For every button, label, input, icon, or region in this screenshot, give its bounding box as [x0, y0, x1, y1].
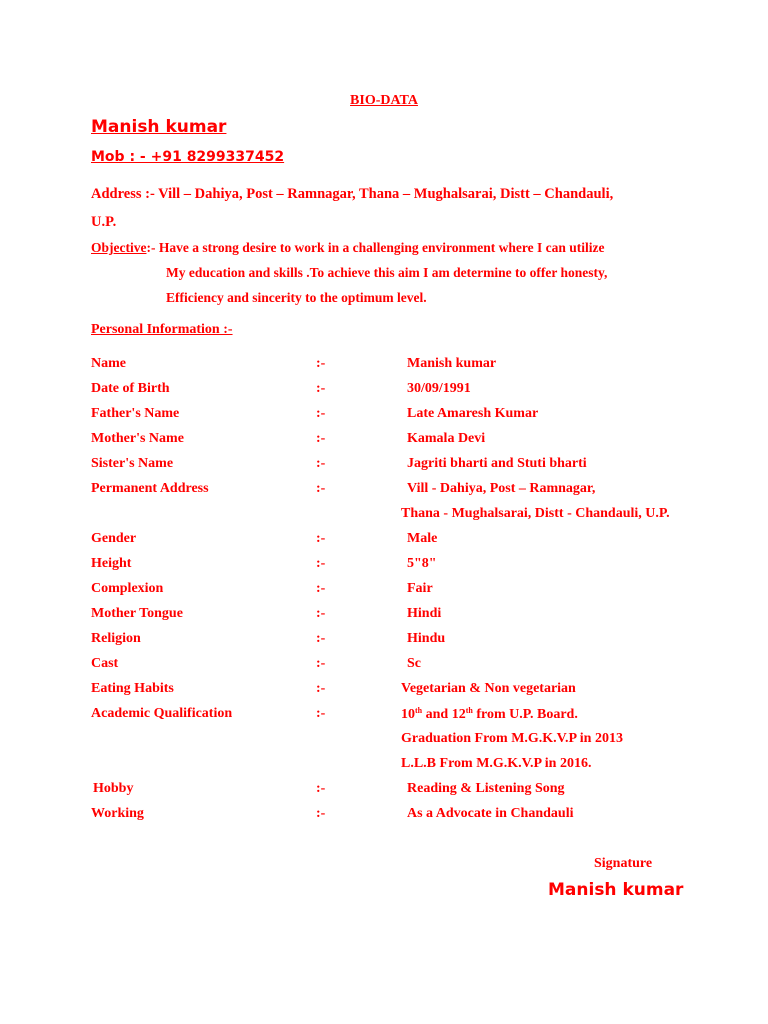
eating-habits-label: Eating Habits: [91, 681, 174, 696]
religion-colon: :-: [316, 631, 326, 646]
gender-label: Gender: [91, 531, 137, 546]
eating-habits-colon: :-: [316, 681, 326, 696]
height-label: Height: [91, 556, 132, 571]
mother-tongue-value: Hindi: [407, 606, 442, 621]
mother-value: Kamala Devi: [407, 431, 486, 446]
mother-colon: :-: [316, 431, 326, 446]
academic-th-2: th: [465, 706, 473, 715]
academic-10: 10: [401, 707, 415, 722]
mother-tongue-label: Mother Tongue: [91, 606, 183, 621]
height-colon: :-: [316, 556, 326, 571]
hobby-value: Reading & Listening Song: [407, 781, 565, 796]
dob-colon: :-: [316, 381, 326, 396]
eating-habits-value: Vegetarian & Non vegetarian: [401, 681, 576, 696]
signature-label: Signature: [594, 856, 653, 871]
academic-value-2: Graduation From M.G.K.V.P in 2013: [401, 731, 623, 746]
cast-colon: :-: [316, 656, 326, 671]
name-colon: :-: [316, 356, 326, 371]
mobile-number: Mob : - +91 8299337452: [91, 149, 285, 165]
name-value: Manish kumar: [407, 356, 497, 371]
address-line-1: Address :- Vill – Dahiya, Post – Ramnagar, Thana – Mughalsarai, Distt – Chandauli,: [91, 186, 614, 202]
document-title: BIO-DATA: [350, 93, 418, 108]
name-label: Name: [91, 356, 126, 371]
cast-value: Sc: [407, 656, 421, 671]
hobby-colon: :-: [316, 781, 326, 796]
perm-address-value-2: Thana - Mughalsarai, Distt - Chandauli, U.P.: [401, 506, 670, 521]
cast-label: Cast: [91, 656, 119, 671]
address-line-2: U.P.: [91, 214, 117, 230]
working-label: Working: [91, 806, 144, 821]
dob-value: 30/09/1991: [407, 381, 471, 396]
personal-info-heading: Personal Information :-: [91, 322, 233, 337]
academic-value-1: [401, 706, 578, 723]
academic-colon: :-: [316, 706, 326, 721]
sister-value: Jagriti bharti and Stuti bharti: [407, 456, 587, 471]
hobby-label: Hobby: [93, 781, 134, 796]
objective-line-3: Efficiency and sincerity to the optimum level.: [166, 290, 427, 305]
father-colon: :-: [316, 406, 326, 421]
complexion-colon: :-: [316, 581, 326, 596]
height-value: 5"8": [407, 556, 437, 571]
perm-address-colon: :-: [316, 481, 326, 496]
academic-value-3: L.L.B From M.G.K.V.P in 2016.: [401, 756, 592, 771]
signature-name: Manish kumar: [548, 880, 684, 900]
objective-label: Objective: [91, 240, 147, 255]
dob-label: Date of Birth: [91, 381, 170, 396]
objective-text-1: :- Have a strong desire to work in a challenging environment where I can utilize: [146, 240, 605, 255]
objective-line-1: [91, 240, 604, 256]
gender-colon: :-: [316, 531, 326, 546]
name-heading: Manish kumar: [91, 117, 227, 137]
father-value: Late Amaresh Kumar: [407, 406, 539, 421]
complexion-label: Complexion: [91, 581, 164, 596]
mother-tongue-colon: :-: [316, 606, 326, 621]
perm-address-label: Permanent Address: [91, 481, 209, 496]
working-colon: :-: [316, 806, 326, 821]
academic-label: Academic Qualification: [91, 706, 233, 721]
father-label: Father's Name: [91, 406, 180, 421]
academic-and-12: and 12: [422, 707, 466, 722]
gender-value: Male: [407, 531, 438, 546]
sister-colon: :-: [316, 456, 326, 471]
perm-address-value-1: Vill - Dahiya, Post – Ramnagar,: [407, 481, 596, 496]
religion-value: Hindu: [407, 631, 446, 646]
academic-th-1: th: [415, 706, 423, 715]
religion-label: Religion: [91, 631, 141, 646]
complexion-value: Fair: [407, 581, 433, 596]
sister-label: Sister's Name: [91, 456, 174, 471]
academic-board: from U.P. Board.: [472, 707, 578, 722]
objective-line-2: My education and skills .To achieve this aim I am determine to offer honesty,: [166, 265, 608, 280]
mother-label: Mother's Name: [91, 431, 184, 446]
working-value: As a Advocate in Chandauli: [407, 806, 574, 821]
